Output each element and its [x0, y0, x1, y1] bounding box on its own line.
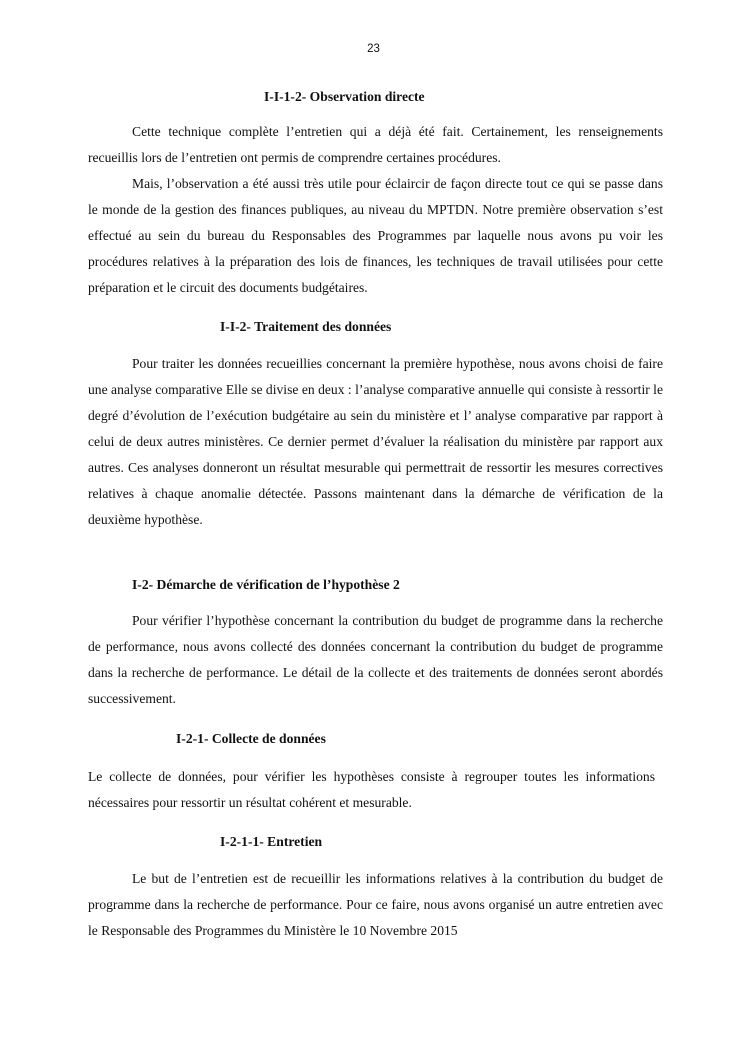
page-number: 23 [367, 43, 380, 55]
paragraph-technique: Cette technique complète l’entretien qui a déjà été fait. Certainement, les renseignements recueillis lors de l’entretien ont permis de comprendre certaines procédures. [88, 124, 663, 165]
heading-entretien: I-2-1-1- Entretien [220, 834, 323, 849]
paragraph-observation: Mais, l’observation a été aussi très utile pour éclaircir de façon directe tout ce qui se passe dans le monde de la gestion des finances publiques, au niveau du MPTDN. Notre première observation s’est effectué au sein du bureau du Responsables des Programmes par laquelle nous avons pu voir les procédures relatives à la préparation des lois de finances, les techniques de travail utilisées pour cette préparation et le circuit des documents budgétaires. [88, 176, 663, 295]
heading-observation-directe: I-I-1-2- Observation directe [264, 89, 425, 104]
paragraph-traitement: Pour traiter les données recueillies concernant la première hypothèse, nous avons choisi de faire une analyse comparative Elle se divise en deux : l’analyse comparative annuelle qui consiste à ressortir le degré d’évolution de l’exécution budgétaire au sein du ministère et l’ analyse comparative par rapport à celui de deux autres ministères. Ce dernier permet d’évaluer la réalisation du ministère par rapport aux autres. Ces analyses donneront un résultat mesurable qui permettrait de ressortir les mesures correctives relatives à chaque anomalie détectée. Passons maintenant dans la démarche de vérification de la deuxième hypothèse. [88, 356, 663, 527]
heading-traitement-donnees: I-I-2- Traitement des données [220, 319, 392, 334]
heading-demarche-hypothese-2: I-2- Démarche de vérification de l’hypothèse 2 [132, 577, 400, 592]
paragraph-entretien: Le but de l’entretien est de recueillir les informations relatives à la contribution du budget de programme dans la recherche de performance. Pour ce faire, nous avons organisé un autre entretien avec le Responsable des Programmes du Ministère le 10 Novembre 2015 [88, 871, 663, 938]
paragraph-collecte: Le collecte de données, pour vérifier les hypothèses consiste à regrouper toutes les informations nécessaires pour ressortir un résultat cohérent et mesurable. [88, 769, 655, 810]
heading-collecte-donnees: I-2-1- Collecte de données [176, 731, 326, 746]
paragraph-verification: Pour vérifier l’hypothèse concernant la contribution du budget de programme dans la recherche de performance, nous avons collecté des données concernant la contribution du budget de programme dans la recherche de performance. Le détail de la collecte et des traitements de données seront abordés successivement. [88, 613, 663, 706]
